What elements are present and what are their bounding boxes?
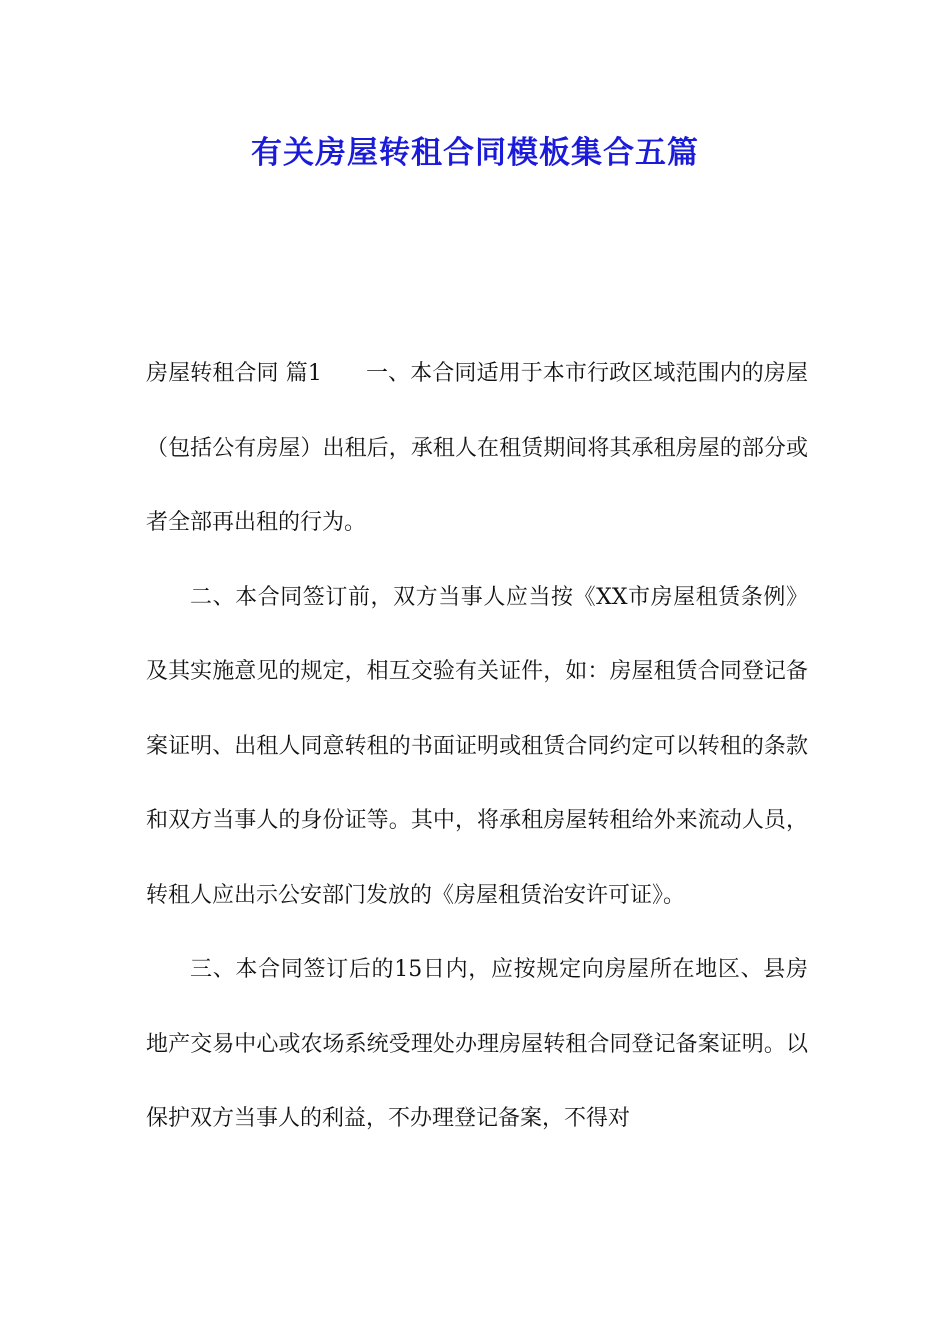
section-heading: 房屋转租合同 篇1	[146, 361, 322, 386]
paragraph-1-text: 一、本合同适用于本市行政区域范围内的房屋（包括公有房屋）出租后，承租人在租赁期间将其承租房屋的部分或者全部再出租的行为。	[146, 361, 808, 535]
paragraph-2: 二、本合同签订前，双方当事人应当按《XX市房屋租赁条例》及其实施意见的规定，相互交验有关证件，如：房屋租赁合同登记备案证明、出租人同意转租的书面证明或租赁合同约定可以转租的条款和双方当事人的身份证等。其中，将承租房屋转租给外来流动人员，转租人应出示公安部门发放的《房屋租赁治安许可证》。	[146, 584, 808, 908]
document-body	[146, 337, 808, 1157]
paragraph-1	[146, 337, 808, 561]
paragraph-3: 三、本合同签订后的15日内，应按规定向房屋所在地区、县房地产交易中心或农场系统受理处办理房屋转租合同登记备案证明。以保护双方当事人的利益，不办理登记备案，不得对	[146, 957, 808, 1131]
document-title: 有关房屋转租合同模板集合五篇	[251, 135, 699, 171]
